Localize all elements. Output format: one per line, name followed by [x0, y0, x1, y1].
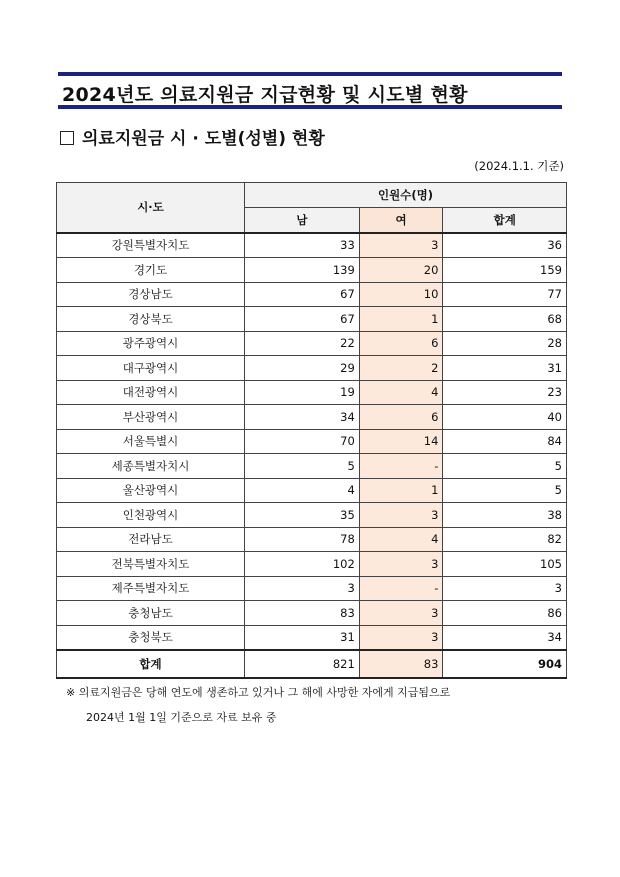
- total-cell: 86: [443, 601, 567, 626]
- male-header: 남: [245, 208, 360, 233]
- table-row: [57, 576, 567, 601]
- region-cell: 경상남도: [57, 282, 245, 307]
- section-title: 의료지원금 시 · 도별(성별) 현황: [82, 129, 325, 149]
- female-cell: 14: [359, 429, 443, 454]
- total-cell: 5: [443, 454, 567, 479]
- title-block: [58, 72, 562, 109]
- region-header: 시·도: [57, 183, 245, 233]
- section-heading: [60, 124, 325, 149]
- region-cell: 인천광역시: [57, 503, 245, 528]
- table-row: [57, 454, 567, 479]
- male-cell: 78: [245, 527, 360, 552]
- table-row: [57, 258, 567, 283]
- region-cell: 세종특별자치시: [57, 454, 245, 479]
- female-cell: 3: [359, 552, 443, 577]
- region-cell: 충청북도: [57, 625, 245, 650]
- total-cell: 84: [443, 429, 567, 454]
- table-row: [57, 307, 567, 332]
- male-cell: 19: [245, 380, 360, 405]
- table-row: [57, 405, 567, 430]
- total-cell: 38: [443, 503, 567, 528]
- basis-date: (2024.1.1. 기준): [474, 159, 564, 173]
- total-cell: 5: [443, 478, 567, 503]
- table-row: [57, 331, 567, 356]
- stats-table: [56, 182, 567, 679]
- female-header: 여: [359, 208, 443, 233]
- region-cell: 충청남도: [57, 601, 245, 626]
- region-cell: 대구광역시: [57, 356, 245, 381]
- male-cell: 35: [245, 503, 360, 528]
- female-cell: 10: [359, 282, 443, 307]
- table-row: [57, 380, 567, 405]
- group-header: 인원수(명): [245, 183, 567, 208]
- female-cell: -: [359, 576, 443, 601]
- total-male: 821: [245, 650, 360, 678]
- region-cell: 대전광역시: [57, 380, 245, 405]
- total-cell: 68: [443, 307, 567, 332]
- region-cell: 전북특별자치도: [57, 552, 245, 577]
- male-cell: 29: [245, 356, 360, 381]
- total-cell: 23: [443, 380, 567, 405]
- female-cell: 1: [359, 307, 443, 332]
- total-cell: 34: [443, 625, 567, 650]
- region-cell: 경기도: [57, 258, 245, 283]
- table-row: [57, 233, 567, 258]
- female-cell: 6: [359, 331, 443, 356]
- checkbox-square-icon: [60, 131, 74, 145]
- table-row: [57, 601, 567, 626]
- male-cell: 67: [245, 282, 360, 307]
- female-cell: 1: [359, 478, 443, 503]
- region-cell: 경상북도: [57, 307, 245, 332]
- grand-total: 904: [443, 650, 567, 678]
- female-cell: 4: [359, 380, 443, 405]
- female-cell: 20: [359, 258, 443, 283]
- total-cell: 36: [443, 233, 567, 258]
- region-cell: 울산광역시: [57, 478, 245, 503]
- table-row: [57, 552, 567, 577]
- footnote-line-1: ※ 의료지원금은 당해 연도에 생존하고 있거나 그 해에 사망한 자에게 지급됨으로: [66, 686, 451, 699]
- total-cell: 31: [443, 356, 567, 381]
- female-cell: 2: [359, 356, 443, 381]
- region-cell: 강원특별자치도: [57, 233, 245, 258]
- footnote: [66, 680, 450, 730]
- total-cell: 77: [443, 282, 567, 307]
- total-header: 합계: [443, 208, 567, 233]
- table-row: [57, 503, 567, 528]
- male-cell: 33: [245, 233, 360, 258]
- table-row: [57, 282, 567, 307]
- male-cell: 67: [245, 307, 360, 332]
- female-cell: 3: [359, 601, 443, 626]
- male-cell: 4: [245, 478, 360, 503]
- region-cell: 부산광역시: [57, 405, 245, 430]
- total-cell: 28: [443, 331, 567, 356]
- region-cell: 광주광역시: [57, 331, 245, 356]
- male-cell: 83: [245, 601, 360, 626]
- header-row-1: [57, 183, 567, 208]
- page-title: 2024년도 의료지원금 지급현황 및 시도별 현황: [62, 84, 468, 106]
- male-cell: 70: [245, 429, 360, 454]
- male-cell: 34: [245, 405, 360, 430]
- female-cell: 3: [359, 625, 443, 650]
- table-row: [57, 356, 567, 381]
- total-cell: 105: [443, 552, 567, 577]
- total-female: 83: [359, 650, 443, 678]
- footnote-line-2: 2024년 1월 1일 기준으로 자료 보유 중: [86, 711, 277, 724]
- total-cell: 3: [443, 576, 567, 601]
- female-cell: 6: [359, 405, 443, 430]
- total-cell: 82: [443, 527, 567, 552]
- total-label: 합계: [57, 650, 245, 678]
- table-row: [57, 478, 567, 503]
- region-cell: 전라남도: [57, 527, 245, 552]
- female-cell: -: [359, 454, 443, 479]
- region-cell: 서울특별시: [57, 429, 245, 454]
- male-cell: 102: [245, 552, 360, 577]
- male-cell: 5: [245, 454, 360, 479]
- total-cell: 40: [443, 405, 567, 430]
- female-cell: 4: [359, 527, 443, 552]
- male-cell: 3: [245, 576, 360, 601]
- male-cell: 22: [245, 331, 360, 356]
- male-cell: 139: [245, 258, 360, 283]
- male-cell: 31: [245, 625, 360, 650]
- table-row: [57, 527, 567, 552]
- table-body: [57, 233, 567, 651]
- table-row: [57, 625, 567, 650]
- total-row: [57, 650, 567, 678]
- region-cell: 제주특별자치도: [57, 576, 245, 601]
- female-cell: 3: [359, 233, 443, 258]
- total-cell: 159: [443, 258, 567, 283]
- table-row: [57, 429, 567, 454]
- female-cell: 3: [359, 503, 443, 528]
